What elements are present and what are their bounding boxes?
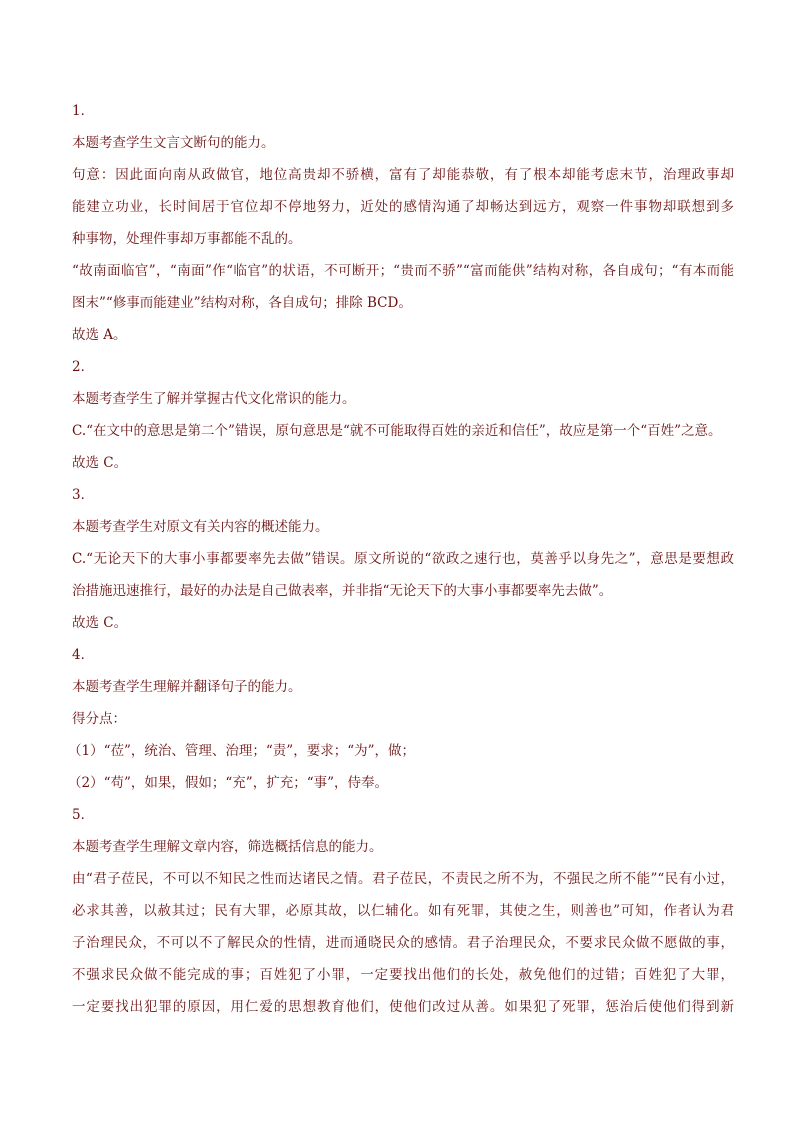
question-number-4: 4．: [72, 647, 95, 663]
text-line: 由“君子莅民，不可以不知民之性而达诸民之情。君子莅民，不责民之所不为，不强民之所不能”“民有小过，: [72, 871, 734, 887]
text-line: 图末”“修事而能建业”结构对称，各自成句；排除 BCD。: [72, 295, 412, 311]
question-number-2: 2．: [72, 359, 95, 375]
question-number-3: 3．: [72, 487, 95, 503]
answer-line: 故选 A。: [72, 327, 127, 343]
text-line: “故南面临官”，“南面”作“临官”的状语，不可断开；“贵而不骄”“富而能供”结构对称，各自成句；“有本而能: [72, 263, 734, 279]
question-number-5: 5．: [72, 807, 95, 823]
text-line: 本题考查学生了解并掌握古代文化常识的能力。: [72, 391, 356, 407]
text-line: 本题考查学生文言文断句的能力。: [72, 135, 275, 151]
text-line: （1）“莅”，统治、管理、治理；“责”，要求；“为”，做；: [68, 743, 415, 759]
text-line: 必求其善，以赦其过；民有大罪，必原其故，以仁辅化。如有死罪，其使之生，则善也”可知，作者认为君: [72, 903, 734, 919]
text-line: 子治理民众，不可以不了解民众的性情，进而通晓民众的感情。君子治理民众，不要求民众做不愿做的事，: [72, 935, 734, 951]
text-line: 本题考查学生对原文有关内容的概述能力。: [72, 519, 329, 535]
text-line: 治措施迅速推行，最好的办法是自己做表率，并非指“无论天下的大事小事都要率先去做”。: [72, 583, 613, 599]
text-line: C.“无论天下的大事小事都要率先去做”错误。原文所说的“欲政之速行也，莫善乎以身先之”，意思是要想政: [72, 551, 734, 567]
question-number-1: 1．: [72, 103, 95, 119]
text-line: （2）“苟”，如果，假如；“充”，扩充；“事”，侍奉。: [68, 775, 388, 791]
text-line: 本题考查学生理解并翻译句子的能力。: [72, 679, 302, 695]
text-line: 得分点：: [72, 711, 126, 727]
answer-line: 故选 C。: [72, 455, 128, 471]
text-line: 本题考查学生理解文章内容，筛选概括信息的能力。: [72, 839, 383, 855]
answer-line: 故选 C。: [72, 615, 128, 631]
text-line: 种事物，处理件事却万事都能不乱的。: [72, 231, 302, 247]
text-line: C.“在文中的意思是第二个”错误，原句意思是“就不可能取得百姓的亲近和信任”，故应是第一个“百姓”之意。: [72, 423, 722, 439]
text-line: 句意：因此面向南从政做官，地位高贵却不骄横，富有了却能恭敬，有了根本却能考虑末节，治理政事却: [72, 167, 734, 183]
text-line: 不强求民众做不能完成的事；百姓犯了小罪，一定要找出他们的长处，赦免他们的过错；百姓犯了大罪，: [72, 967, 734, 983]
text-line: 一定要找出犯罪的原因，用仁爱的思想教育他们，使他们改过从善。如果犯了死罪，惩治后使他们得到新: [72, 999, 734, 1015]
text-line: 能建立功业，长时间居于官位却不停地努力，近处的感情沟通了却畅达到远方，观察一件事物却联想到多: [72, 199, 734, 215]
